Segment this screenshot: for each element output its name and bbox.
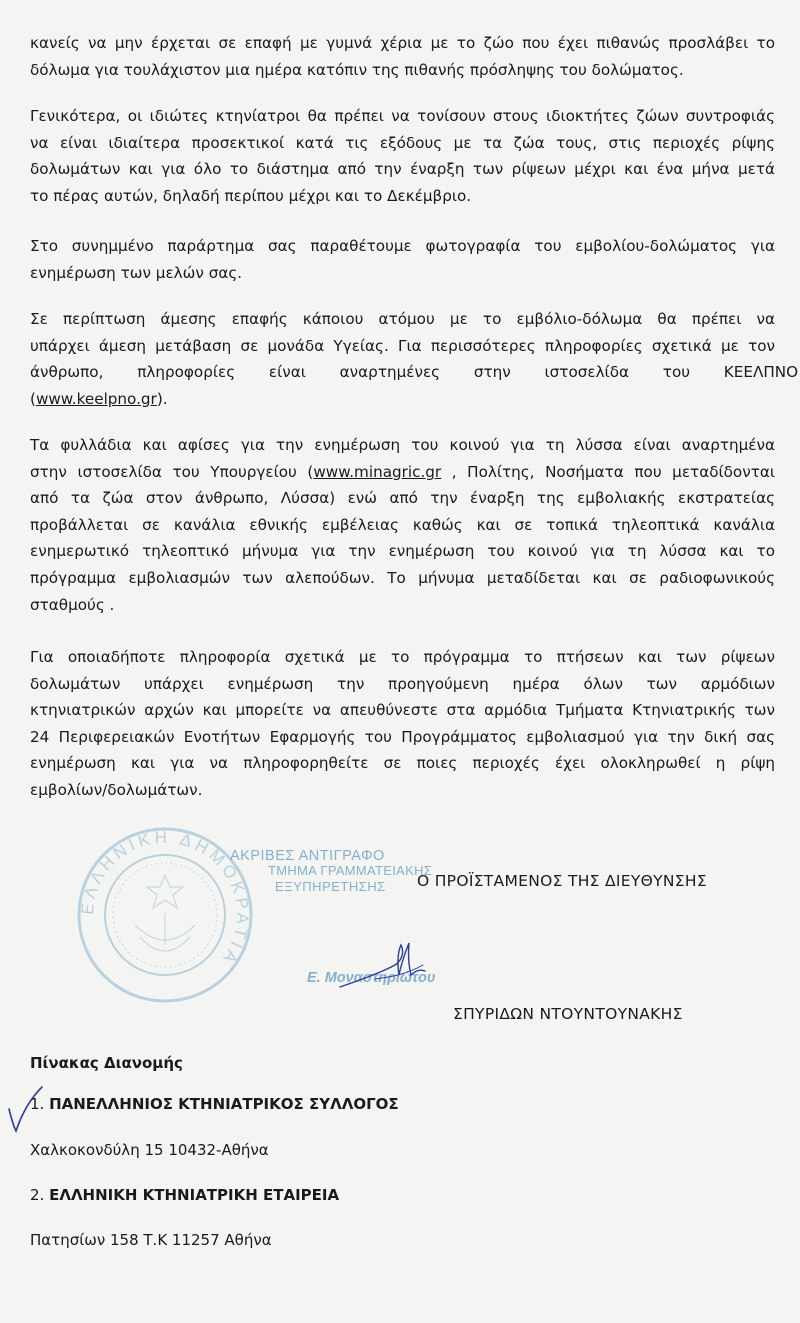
text-line: να είναι ιδιαίτερα προσεκτικοί κατά τις εξόδους με τα ζώα τους, στις περιοχές ρίψης: [30, 133, 775, 152]
distribution-address-2: Πατησίων 158 Τ.Κ 11257 Αθήνα: [30, 1231, 272, 1249]
text-line: Για οποιαδήποτε πληροφορία σχετικά με το πρόγραμμα το πτήσεων και των ρίψεων: [30, 648, 775, 666]
link-close: ).: [156, 389, 168, 408]
text-line: Στο συνημμένο παράρτημα σας παραθέτουμε φωτογραφία του εμβολίου-δολώματος για: [30, 237, 775, 255]
distribution-number: 1.: [30, 1095, 45, 1113]
paragraph-6: [30, 644, 775, 804]
seal-text: ΕΛΛΗΝΙΚΗ ΔΗΜΟΚΡΑΤΙΑ: [77, 827, 253, 970]
text-line: άνθρωπο, πληροφορίες είναι αναρτημένες στην ιστοσελίδα του ΚΕΕΛΠΝΟ: [30, 363, 799, 382]
text-line: υπάρχει άμεση μετάβαση σε μονάδα Υγείας. Για περισσότερες πληροφορίες σχετικά με τον: [30, 336, 775, 355]
distribution-number: 2.: [30, 1186, 45, 1204]
stamp-line-department: ΤΜΗΜΑ ΓΡΑΜΜΑΤΕΙΑΚΗΣ: [268, 863, 433, 878]
text-line: 24 Περιφερειακών Ενοτήτων Εφαρμογής του Προγράμματος εμβολιασμού για την δική σας: [30, 727, 775, 746]
paragraph-4: [30, 306, 799, 412]
distribution-item-1: [30, 1095, 399, 1113]
distribution-heading: Πίνακας Διανομής: [30, 1054, 183, 1072]
link-prefix: στην ιστοσελίδα του Υπουργείου (: [30, 462, 314, 481]
text-line: Τα φυλλάδια και αφίσες για την ενημέρωση του κοινού για τη λύσσα είναι αναρτημένα: [30, 436, 775, 454]
text-line: δολωμάτων και για όλο το διάστημα από την έναρξη των ρίψεων μέχρι και ένα μήνα μετά: [30, 160, 775, 179]
text-line: δόλωμα για τουλάχιστον μια ημέρα κατόπιν της πιθανής πρόσληψης του δολώματος.: [30, 60, 684, 79]
paragraph-3: [30, 233, 775, 286]
paragraph-1: [30, 30, 775, 83]
distribution-item-2: [30, 1186, 339, 1204]
stamp-line-service: ΕΞΥΠΗΡΕΤΗΣΗΣ: [275, 879, 386, 894]
text-line: [30, 386, 775, 413]
handwritten-signature: [335, 935, 430, 995]
official-seal: [75, 825, 255, 1005]
text-line: Σε περίπτωση άμεσης επαφής κάποιου ατόμου με το εμβόλιο-δόλωμα θα πρέπει να: [30, 310, 775, 328]
text-line: [30, 459, 775, 486]
paragraph-2: [30, 103, 775, 209]
distribution-address-1: Χαλκοκονδύλη 15 10432-Αθήνα: [30, 1141, 269, 1159]
svg-text:ΕΛΛΗΝΙΚΗ ΔΗΜΟΚΡΑΤΙΑ: [78, 828, 253, 970]
text-line: από τα ζώα στον άνθρωπο, Λύσσα) ενώ από την έναρξη της εμβολιακής εκστρατείας: [30, 489, 775, 508]
signatory-name: ΣΠΥΡΙΔΩΝ ΝΤΟΥΝΤΟΥΝΑΚΗΣ: [453, 1005, 683, 1023]
stamp-signer-name: Ε. Μοναστηριώτου: [307, 970, 436, 986]
text-line: εμβολίων/δολωμάτων.: [30, 780, 203, 799]
link-suffix: , Πολίτης, Νοσήματα που μεταδίδονται: [441, 462, 775, 481]
text-line: προβάλλεται σε κανάλια εθνικής εμβέλειας καθώς και σε τοπικά τηλεοπτικά κανάλια: [30, 515, 775, 534]
paragraph-5: [30, 432, 775, 618]
text-line: το πέρας αυτών, δηλαδή περίπου μέχρι και το Δεκέμβριο.: [30, 186, 472, 205]
text-line: πρόγραμμα εμβολιασμών των αλεπούδων. Το μήνυμα μεταδίδεται και σε ραδιοφωνικούς: [30, 568, 775, 587]
text-line: Γενικότερα, οι ιδιώτες κτηνίατροι θα πρέπει να τονίσουν στους ιδιοκτήτες ζώων συντροφιάς: [30, 107, 775, 125]
text-line: σταθμούς .: [30, 595, 115, 614]
text-line: ενημέρωση και για να πληροφορηθείτε σε ποιες περιοχές έχει ολοκληρωθεί η ρίψη: [30, 754, 775, 773]
link-open: (: [30, 389, 36, 408]
text-line: ενημερωτικό τηλεοπτικό μήνυμα για την ενημέρωση του κοινού για τη λύσσα και το: [30, 542, 775, 561]
text-line: κτηνιατρικών αρχών και μπορείτε να απευθύνεστε στα αρμόδια Τμήματα Κτηνιατρικής των: [30, 701, 775, 720]
distribution-recipient: ΠΑΝΕΛΛΗΝΙΟΣ ΚΤΗΝΙΑΤΡΙΚΟΣ ΣΥΛΛΟΓΟΣ: [49, 1095, 399, 1113]
stamp-line-true-copy: ΑΚΡΙΒΕΣ ΑΝΤΙΓΡΑΦΟ: [230, 848, 385, 864]
text-line: δολωμάτων υπάρχει ενημέρωση την προηγούμενη ημέρα όλων των αρμόδιων: [30, 674, 775, 693]
text-line: κανείς να μην έρχεται σε επαφή με γυμνά χέρια με το ζώο που έχει πιθανώς προσλάβει το: [30, 34, 775, 52]
signatory-title: Ο ΠΡΟΪΣΤΑΜΕΝΟΣ ΤΗΣ ΔΙΕΥΘΥΝΣΗΣ: [417, 872, 707, 890]
text-line: ενημέρωση των μελών σας.: [30, 263, 243, 282]
keelpno-link[interactable]: www.keelpno.gr: [35, 389, 157, 408]
distribution-recipient: ΕΛΛΗΝΙΚΗ ΚΤΗΝΙΑΤΡΙΚΗ ΕΤΑΙΡΕΙΑ: [49, 1186, 340, 1204]
minagric-link[interactable]: www.minagric.gr: [313, 462, 442, 481]
